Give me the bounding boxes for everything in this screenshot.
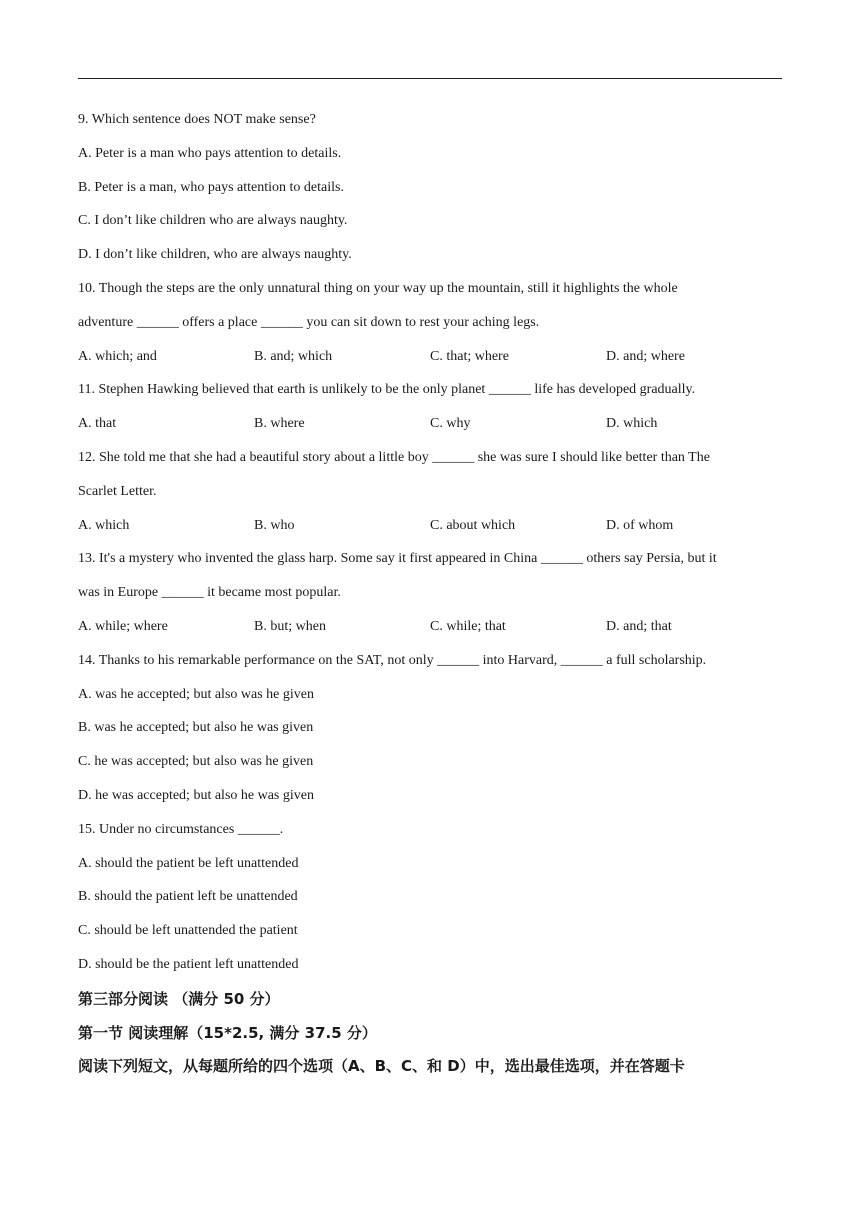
answer-option: D. should be the patient left unattended xyxy=(78,956,299,972)
answer-option: A. should the patient be left unattended xyxy=(78,855,299,871)
question-stem: Scarlet Letter. xyxy=(78,483,157,499)
question-stem: 14. Thanks to his remarkable performance on the SAT, not only ______ into Harvard, ______ a full scholarship. xyxy=(78,652,707,668)
options-row xyxy=(78,516,782,536)
answer-option: B. should the patient left be unattended xyxy=(78,889,298,905)
answer-option: C. while; that xyxy=(430,618,506,634)
answer-option: A. while; where xyxy=(78,618,168,634)
answer-option: B. who xyxy=(254,517,295,533)
question-stem: 12. She told me that she had a beautiful story about a little boy ______ she was sure I should like better than The xyxy=(78,449,710,465)
answer-option: C. about which xyxy=(430,517,516,533)
question-stem: 11. Stephen Hawking believed that earth is unlikely to be the only planet ______ life has developed gradually. xyxy=(78,382,696,398)
answer-option: C. I don’t like children who are always naughty. xyxy=(78,213,348,229)
answer-option: D. I don’t like children, who are always naughty. xyxy=(78,247,352,263)
answer-option: A. was he accepted; but also was he given xyxy=(78,686,314,702)
question-stem: 13. It's a mystery who invented the glass harp. Some say it first appeared in China ______ others say Persia, but it xyxy=(78,551,717,567)
answer-option: D. and; where xyxy=(606,348,685,364)
answer-option: B. but; when xyxy=(254,618,326,634)
answer-option: B. Peter is a man, who pays attention to details. xyxy=(78,179,344,195)
options-row xyxy=(78,347,782,367)
question-stem: adventure ______ offers a place ______ you can sit down to rest your aching legs. xyxy=(78,314,540,330)
page-content xyxy=(78,110,782,1090)
answer-option: B. where xyxy=(254,416,305,432)
section-instructions: 阅读下列短文，从每题所给的四个选项（A、B、C、和 D）中，选出最佳选项，并在答题卡 xyxy=(78,1057,685,1076)
answer-option: C. why xyxy=(430,416,471,432)
question-stem: 9. Which sentence does NOT make sense? xyxy=(78,112,316,127)
question-stem: 15. Under no circumstances ______. xyxy=(78,821,284,837)
question-stem: 10. Though the steps are the only unnatural thing on your way up the mountain, still it highlights the whole xyxy=(78,280,678,296)
question-stem: was in Europe ______ it became most popular. xyxy=(78,585,341,601)
options-row xyxy=(78,617,782,637)
header-rule xyxy=(78,78,782,79)
answer-option: A. that xyxy=(78,416,117,432)
answer-option: C. that; where xyxy=(430,348,509,364)
answer-option: D. of whom xyxy=(606,517,674,533)
options-row xyxy=(78,414,782,434)
answer-option: D. which xyxy=(606,416,658,432)
section-heading: 第三部分阅读 （满分 50 分） xyxy=(78,989,280,1008)
answer-option: C. he was accepted; but also was he given xyxy=(78,754,314,770)
answer-option: A. which xyxy=(78,517,130,533)
section-heading: 第一节 阅读理解（15*2.5, 满分 37.5 分） xyxy=(78,1023,377,1042)
answer-option: D. he was accepted; but also he was given xyxy=(78,787,314,803)
answer-option: A. which; and xyxy=(78,348,157,364)
answer-option: D. and; that xyxy=(606,618,672,634)
answer-option: C. should be left unattended the patient xyxy=(78,923,298,939)
answer-option: B. was he accepted; but also he was given xyxy=(78,720,314,736)
answer-option: B. and; which xyxy=(254,348,333,364)
answer-option: A. Peter is a man who pays attention to details. xyxy=(78,145,342,161)
